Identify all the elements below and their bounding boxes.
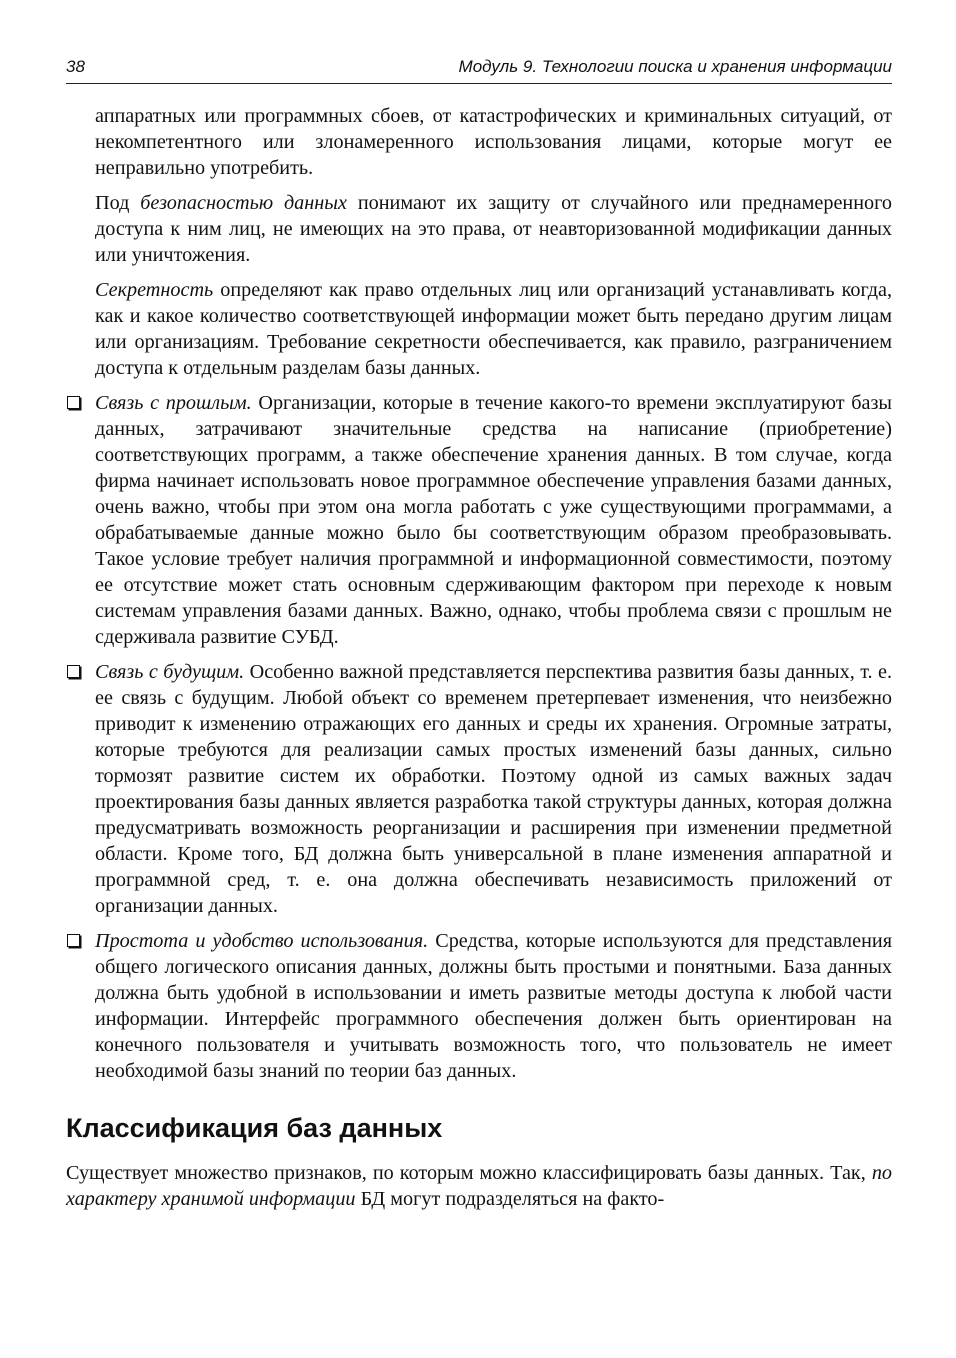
bullet-item-future	[66, 659, 892, 919]
bullet-text: Особенно важной представляется перспектива развития базы данных, т. е. ее связь с будущим. Любой объект со временем претерпевает изменения, что неизбежно приводит к изменению отражающих его данных и среды их хранения. Огромные затраты, которые требуются для реализации самых простых изменений базы данных, сильно тормозят развитие систем их обработки. Поэтому одной из самых важных задач проектирования базы данных является разработка такой структуры данных, которая должна предусматривать возможность реорганизации и расширения при изменении предметной области. Кроме того, БД должна быть универсальной в плане изменения аппаратной и программной сред, т. е. она должна обеспечивать независимость приложений от организации данных.	[95, 661, 892, 917]
bullet-item-usability	[66, 928, 892, 1084]
paragraph-secrecy	[66, 277, 892, 381]
page-content	[66, 103, 892, 1221]
running-title: Модуль 9. Технологии поиска и хранения информации	[458, 57, 892, 76]
bullet-text: Организации, которые в течение какого-то времени эксплуатируют базы данных, затрачивают значительные средства на написание (приобретение) соответствующих программ, а также обеспечение хранения данных. В том случае, когда фирма начинает использовать новое программное обеспечение управления базами данных, очень важно, чтобы при этом она могла работать с уже существующими программами, а обрабатываемые данные можно было бы соответствующим образом преобразовывать. Такое условие требует наличия программной и информационной совместимости, поэтому ее отсутствие может стать основным сдерживающим фактором при переходе к новым системам управления базами данных. Важно, однако, чтобы проблема связи с прошлым не сдерживала развитие СУБД.	[95, 392, 892, 648]
page-header	[66, 57, 892, 84]
term-secrecy: Секретность	[95, 279, 214, 301]
term-stored-info: по характеру хранимой информации	[66, 1162, 892, 1210]
paragraph-text: определяют как право отдельных лиц или организаций устанавливать когда, как и какое количество соответствующей информации может быть передано другим лицам или организациям. Требование секретности обеспечивается, как правило, разграничением доступа к отдельным разделам базы данных.	[95, 279, 892, 379]
bullet-text: Средства, которые используются для представления общего логического описания данных, должны быть простыми и понятными. База данных должна быть удобной в использовании и иметь развитые методы доступа к любой части информации. Интерфейс программного обеспечения должен быть ориентирован на конечного пользователя и учитывать возможность того, что пользователь не имеет необходимой базы знаний по теории баз данных.	[95, 930, 892, 1082]
bullet-term: Простота и удобство использования.	[95, 930, 429, 952]
bullet-term: Связь с прошлым.	[95, 392, 252, 414]
paragraph-text: понимают их защиту от случайного или преднамеренного доступа к ним лиц, не имеющих на это права, от неавторизованной модификации данных или уничтожения.	[95, 192, 893, 266]
bullet-term: Связь с будущим.	[95, 661, 245, 683]
paragraph-classification	[66, 1160, 892, 1212]
checkbox-bullet-icon	[67, 396, 80, 409]
term-data-security: безопасностью данных	[140, 192, 347, 214]
paragraph-text: аппаратных или программных сбоев, от катастрофических и криминальных ситуаций, от некомпетентного или злонамеренного использования лицами, которые могут ее неправильно употребить.	[95, 105, 892, 179]
checkbox-bullet-icon	[67, 934, 80, 947]
paragraph-lead: Существует множество признаков, по которым можно классифицировать базы данных. Так,	[66, 1162, 872, 1184]
checkbox-bullet-icon	[67, 665, 80, 678]
paragraph	[66, 103, 892, 181]
section-heading: Классификация баз данных	[66, 1113, 443, 1143]
page-number: 38	[66, 57, 85, 76]
paragraph-text: БД могут подразделяться на факто-	[355, 1188, 665, 1210]
paragraph-data-security	[66, 190, 892, 268]
paragraph-lead: Под	[95, 192, 141, 214]
bullet-item-past	[66, 390, 892, 650]
